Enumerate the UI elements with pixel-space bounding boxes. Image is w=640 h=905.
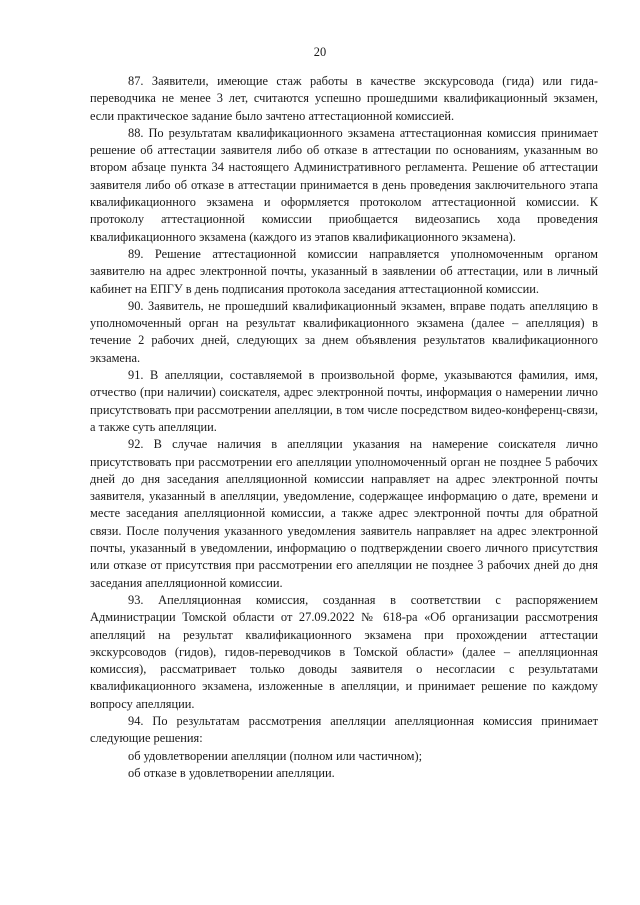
paragraph-91: 91. В апелляции, составляемой в произвольной форме, указываются фамилия, имя, отчество (при наличии) соискателя, адрес электронной почты, информация о намерении лично присутствовать при рассмотрении апелляции, в том числе посредством видео-конференц-связи, а также суть апелляции. [90,368,598,434]
decision-item-approve: об удовлетворении апелляции (полном или частичном); [128,748,423,763]
decision-item-reject: об отказе в удовлетворении апелляции. [128,765,335,780]
document-body [90,73,598,782]
paragraph-93: 93. Апелляционная комиссия, созданная в соответствии с распоряжением Администрации Томской области от 27.09.2022 № 618-ра «Об организации рассмотрения апелляций на результат квалификационного экзамена при прохождении аттестации экскурсоводов (гидов), гидов-переводчиков в Томской области» (далее – апелляционная комиссия), рассматривает только доводы заявителя о несогласии с результатами квалификационного экзамена, изложенные в апелляции, и принимает решение по каждому вопросу апелляции. [90,592,598,711]
paragraph-89: 89. Решение аттестационной комиссии направляется уполномоченным органом заявителю на адрес электронной почты, указанный в заявлении об аттестации, или в личный кабинет на ЕПГУ в день подписания протокола заседания аттестационной комиссии. [90,246,598,296]
paragraph-92: 92. В случае наличия в апелляции указания на намерение соискателя лично присутствовать при рассмотрении его апелляции уполномоченный орган не позднее 5 рабочих дней до дня заседания апелляционной комиссии направляет на адрес электронной почты заявителя, указанный в апелляции, уведомление, содержащее информацию о дате, времени и месте заседания апелляционной комиссии, а также адрес электронной почты для обратной связи. После получения указанного уведомления заявитель направляет на адрес электронной почты, указанный в уведомлении, информацию о подтверждении своего личного присутствия или отказе от присутствия при рассмотрении его апелляции не позднее 3 рабочих дней до дня заседания апелляционной комиссии. [90,437,598,590]
paragraph-87: 87. Заявители, имеющие стаж работы в качестве экскурсовода (гида) или гида-переводчика не менее 3 лет, считаются успешно прошедшими квалификационный экзамен, если практическое задание было зачтено аттестационной комиссией. [90,74,598,123]
page-number: 20 [313,45,327,59]
paragraph-88: 88. По результатам квалификационного экзамена аттестационная комиссия принимает решение об аттестации заявителя либо об отказе в аттестации по основаниям, указанным во втором абзаце пункта 34 настоящего Административного регламента. Решение об аттестации заявителя либо об отказе в аттестации принимается в день проведения заключительного этапа квалификационного экзамена и оформляется протоколом аттестационной комиссии. К протоколу аттестационной комиссии приобщается видеозапись хода проведения квалификационного экзамена (каждого из этапов квалификационного экзамена). [90,125,598,244]
paragraph-94: 94. По результатам рассмотрения апелляции апелляционная комиссия принимает следующие решения: [90,713,598,746]
paragraph-90: 90. Заявитель, не прошедший квалификационный экзамен, вправе подать апелляцию в уполномоченный орган на результат квалификационного экзамена (далее – апелляция) в течение 2 рабочих дней, следующих за днем объявления результатов квалификационного экзамена. [90,298,598,365]
